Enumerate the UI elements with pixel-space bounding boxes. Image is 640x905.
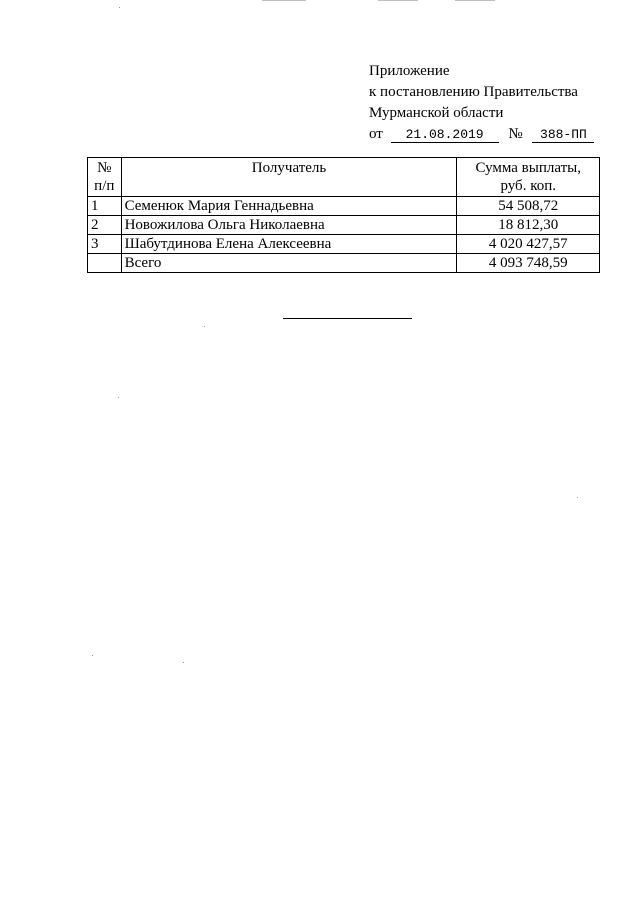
header-number [88, 158, 122, 197]
row-recipient: Шабутдинова Елена Алексеевна [121, 235, 457, 254]
scan-speck [577, 497, 578, 498]
attachment-resolution-line: к постановлению Правительства [369, 84, 578, 100]
header-number-line1: № [97, 160, 112, 176]
attachment-header [369, 61, 594, 145]
scan-speck [92, 655, 93, 656]
payments-table [87, 157, 600, 273]
table-row [88, 235, 600, 254]
header-sum-line2: руб. коп. [500, 178, 556, 194]
scan-speck [204, 326, 205, 327]
header-sum-line1: Сумма выплаты, [475, 160, 582, 176]
attachment-date-number-line [369, 124, 594, 145]
header-number-line2: п/п [94, 178, 115, 194]
row-number: 3 [88, 235, 122, 254]
total-row-number [88, 254, 122, 273]
table-header-row [88, 158, 600, 197]
end-of-document-rule [283, 318, 412, 319]
attachment-region-line: Мурманской области [369, 105, 504, 121]
date-prefix: от [369, 126, 383, 142]
header-recipient: Получатель [121, 158, 457, 197]
table-total-row [88, 254, 600, 273]
row-recipient: Новожилова Ольга Николаевна [121, 216, 457, 235]
scan-speck [183, 662, 184, 663]
table-row [88, 216, 600, 235]
row-number: 2 [88, 216, 122, 235]
row-sum: 18 812,30 [457, 216, 600, 235]
scan-speck [118, 397, 119, 398]
row-recipient: Семенюк Мария Геннадьевна [121, 197, 457, 216]
scan-artifact [455, 0, 495, 1]
scan-artifact [378, 0, 418, 1]
resolution-number: 388-ПП [532, 127, 594, 143]
row-sum: 4 020 427,57 [457, 235, 600, 254]
resolution-date: 21.08.2019 [391, 127, 499, 143]
table-row [88, 197, 600, 216]
row-sum: 54 508,72 [457, 197, 600, 216]
row-number: 1 [88, 197, 122, 216]
total-sum: 4 093 748,59 [457, 254, 600, 273]
total-label: Всего [121, 254, 457, 273]
number-prefix: № [508, 126, 523, 142]
scan-artifact [262, 0, 306, 1]
attachment-title: Приложение [369, 63, 450, 79]
scan-speck [119, 7, 120, 8]
header-sum [457, 158, 600, 197]
